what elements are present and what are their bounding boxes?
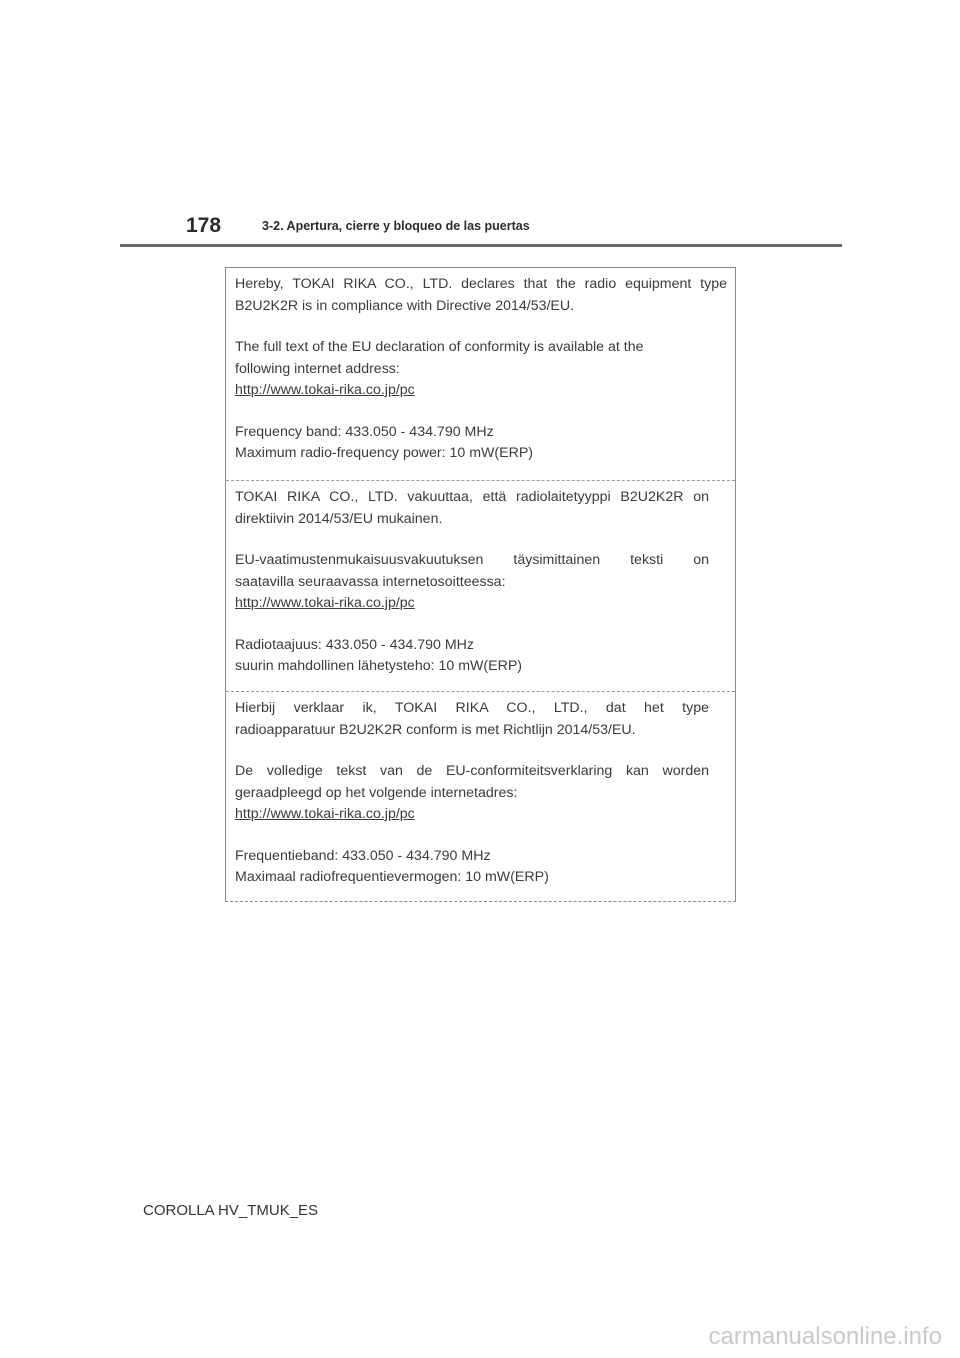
fulltext-line-1: The full text of the EU declaration of conformity is available at the	[235, 339, 644, 355]
header-rule	[120, 244, 842, 247]
declaration-box	[225, 267, 736, 902]
fulltext-line-2: geraadpleegd op het volgende internetadres:	[235, 784, 518, 801]
conformity-link[interactable]: http://www.tokai-rika.co.jp/pc	[235, 382, 415, 398]
footer-model: COROLLA HV_TMUK_ES	[143, 1202, 319, 1219]
declaration-line-2: B2U2K2R is in compliance with Directive 2014/53/EU.	[235, 297, 575, 314]
declaration-line-2: radioapparatuur B2U2K2R conform is met Richtlijn 2014/53/EU.	[235, 721, 636, 738]
declaration-line-2: direktiivin 2014/53/EU mukainen.	[235, 510, 443, 527]
declaration-dutch	[226, 692, 735, 902]
page-number: 178	[186, 214, 222, 237]
declaration-line-1: TOKAI RIKA CO., LTD. vakuuttaa, että radiolaitetyyppi B2U2K2R on	[235, 489, 709, 505]
max-power: Maximum radio-frequency power: 10 mW(ERP)	[235, 445, 534, 461]
conformity-link[interactable]: http://www.tokai-rika.co.jp/pc	[235, 806, 415, 822]
watermark: carmanualsonline.info	[708, 1323, 942, 1350]
fulltext-line-1: De volledige tekst van de EU-conformiteitsverklaring kan worden	[235, 763, 709, 779]
fulltext-line-2: following internet address:	[235, 360, 400, 377]
declaration-line-1: Hierbij verklaar ik, TOKAI RIKA CO., LTD., dat het type	[235, 700, 709, 716]
declaration-english	[226, 268, 735, 481]
fulltext-line-1: EU-vaatimustenmukaisuusvakuutuksen täysimittainen teksti on	[235, 552, 709, 568]
frequency-band: Radiotaajuus: 433.050 - 434.790 MHz	[235, 636, 474, 653]
frequency-band: Frequentieband: 433.050 - 434.790 MHz	[235, 847, 491, 864]
fulltext-line-2: saatavilla seuraavassa internetosoitteessa:	[235, 573, 506, 590]
conformity-link[interactable]: http://www.tokai-rika.co.jp/pc	[235, 595, 415, 611]
frequency-band: Frequency band: 433.050 - 434.790 MHz	[235, 423, 494, 440]
declaration-line-1: Hereby, TOKAI RIKA CO., LTD. declares that the radio equipment type	[235, 276, 727, 292]
max-power: Maximaal radiofrequentievermogen: 10 mW(ERP)	[235, 869, 549, 885]
section-title: 3-2. Apertura, cierre y bloqueo de las puertas	[262, 219, 530, 233]
declaration-finnish	[226, 481, 735, 692]
max-power: suurin mahdollinen lähetysteho: 10 mW(ERP)	[235, 658, 523, 674]
